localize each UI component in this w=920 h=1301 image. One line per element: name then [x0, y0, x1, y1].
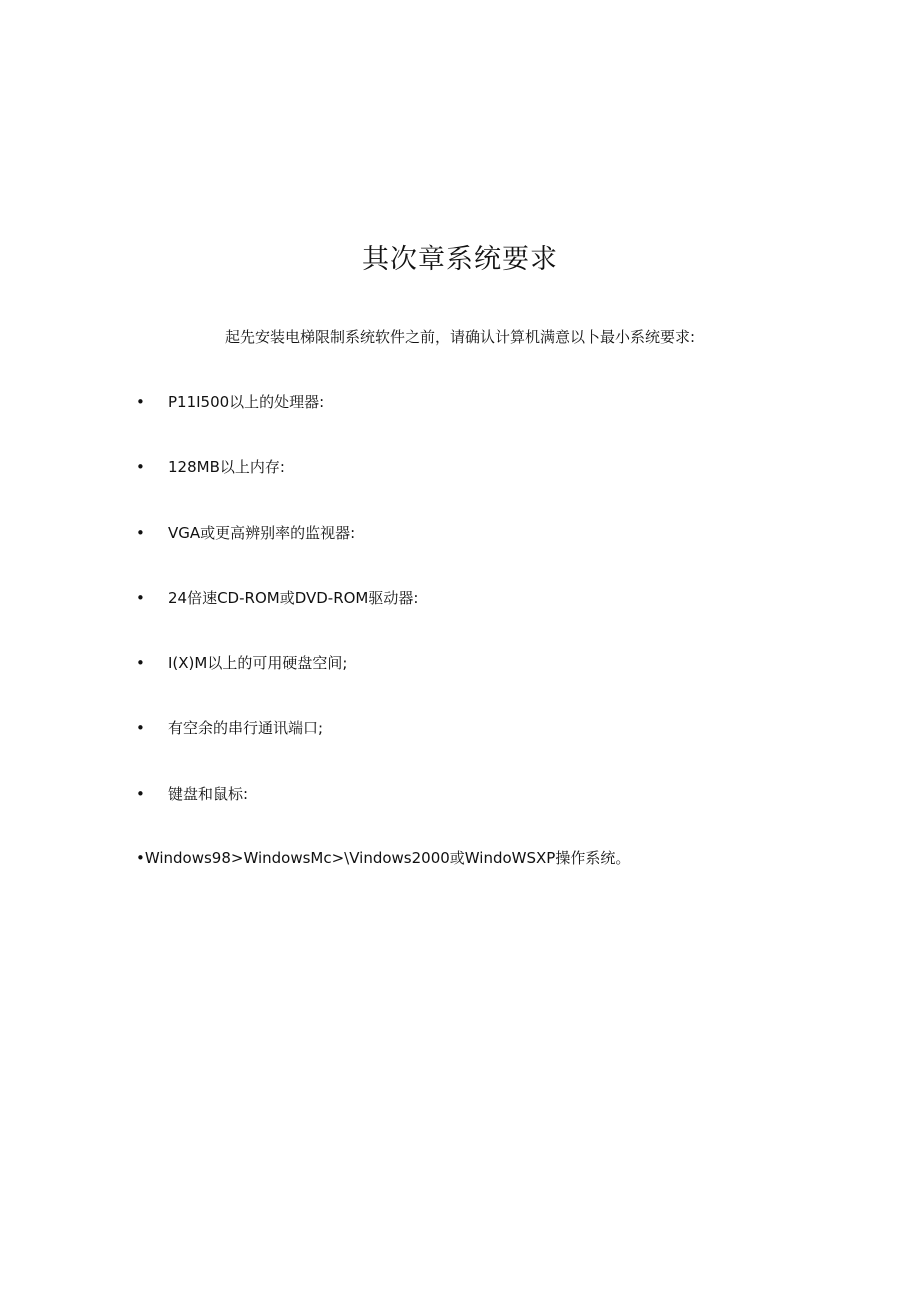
requirement-disk: I(X)M以上的可用硬盘空间; — [168, 654, 348, 673]
requirement-keyboard-mouse: 键盘和鼠标: — [168, 784, 249, 803]
bullet-icon: • — [136, 588, 145, 607]
requirement-drive: 24倍速CD-ROM或DVD-ROM驱动器: — [168, 588, 419, 607]
bullet-icon: • — [136, 393, 145, 411]
bullet-icon: • — [136, 523, 145, 542]
chapter-title: 其次章系统要求 — [362, 244, 558, 275]
bullet-icon: • — [136, 458, 145, 477]
intro-paragraph: 起先安装电梯限制系统软件之前，请确认计算机满意以卜最小系统要求: — [224, 328, 696, 346]
bullet-icon: • — [136, 784, 145, 803]
requirement-monitor: VGA或更高辨别率的监视器: — [168, 523, 356, 542]
requirement-memory: 128MB以上内存: — [168, 458, 285, 477]
requirement-os: •Windows98>WindowsMc>\Vindows2000或WindoWSXP操作系统。 — [136, 849, 631, 867]
bullet-icon: • — [136, 719, 145, 738]
bullet-icon: • — [136, 654, 145, 673]
requirement-serial-port: 有空余的串行通讯端口; — [168, 719, 324, 738]
requirement-cpu: P11I500以上的处理器: — [168, 393, 325, 411]
